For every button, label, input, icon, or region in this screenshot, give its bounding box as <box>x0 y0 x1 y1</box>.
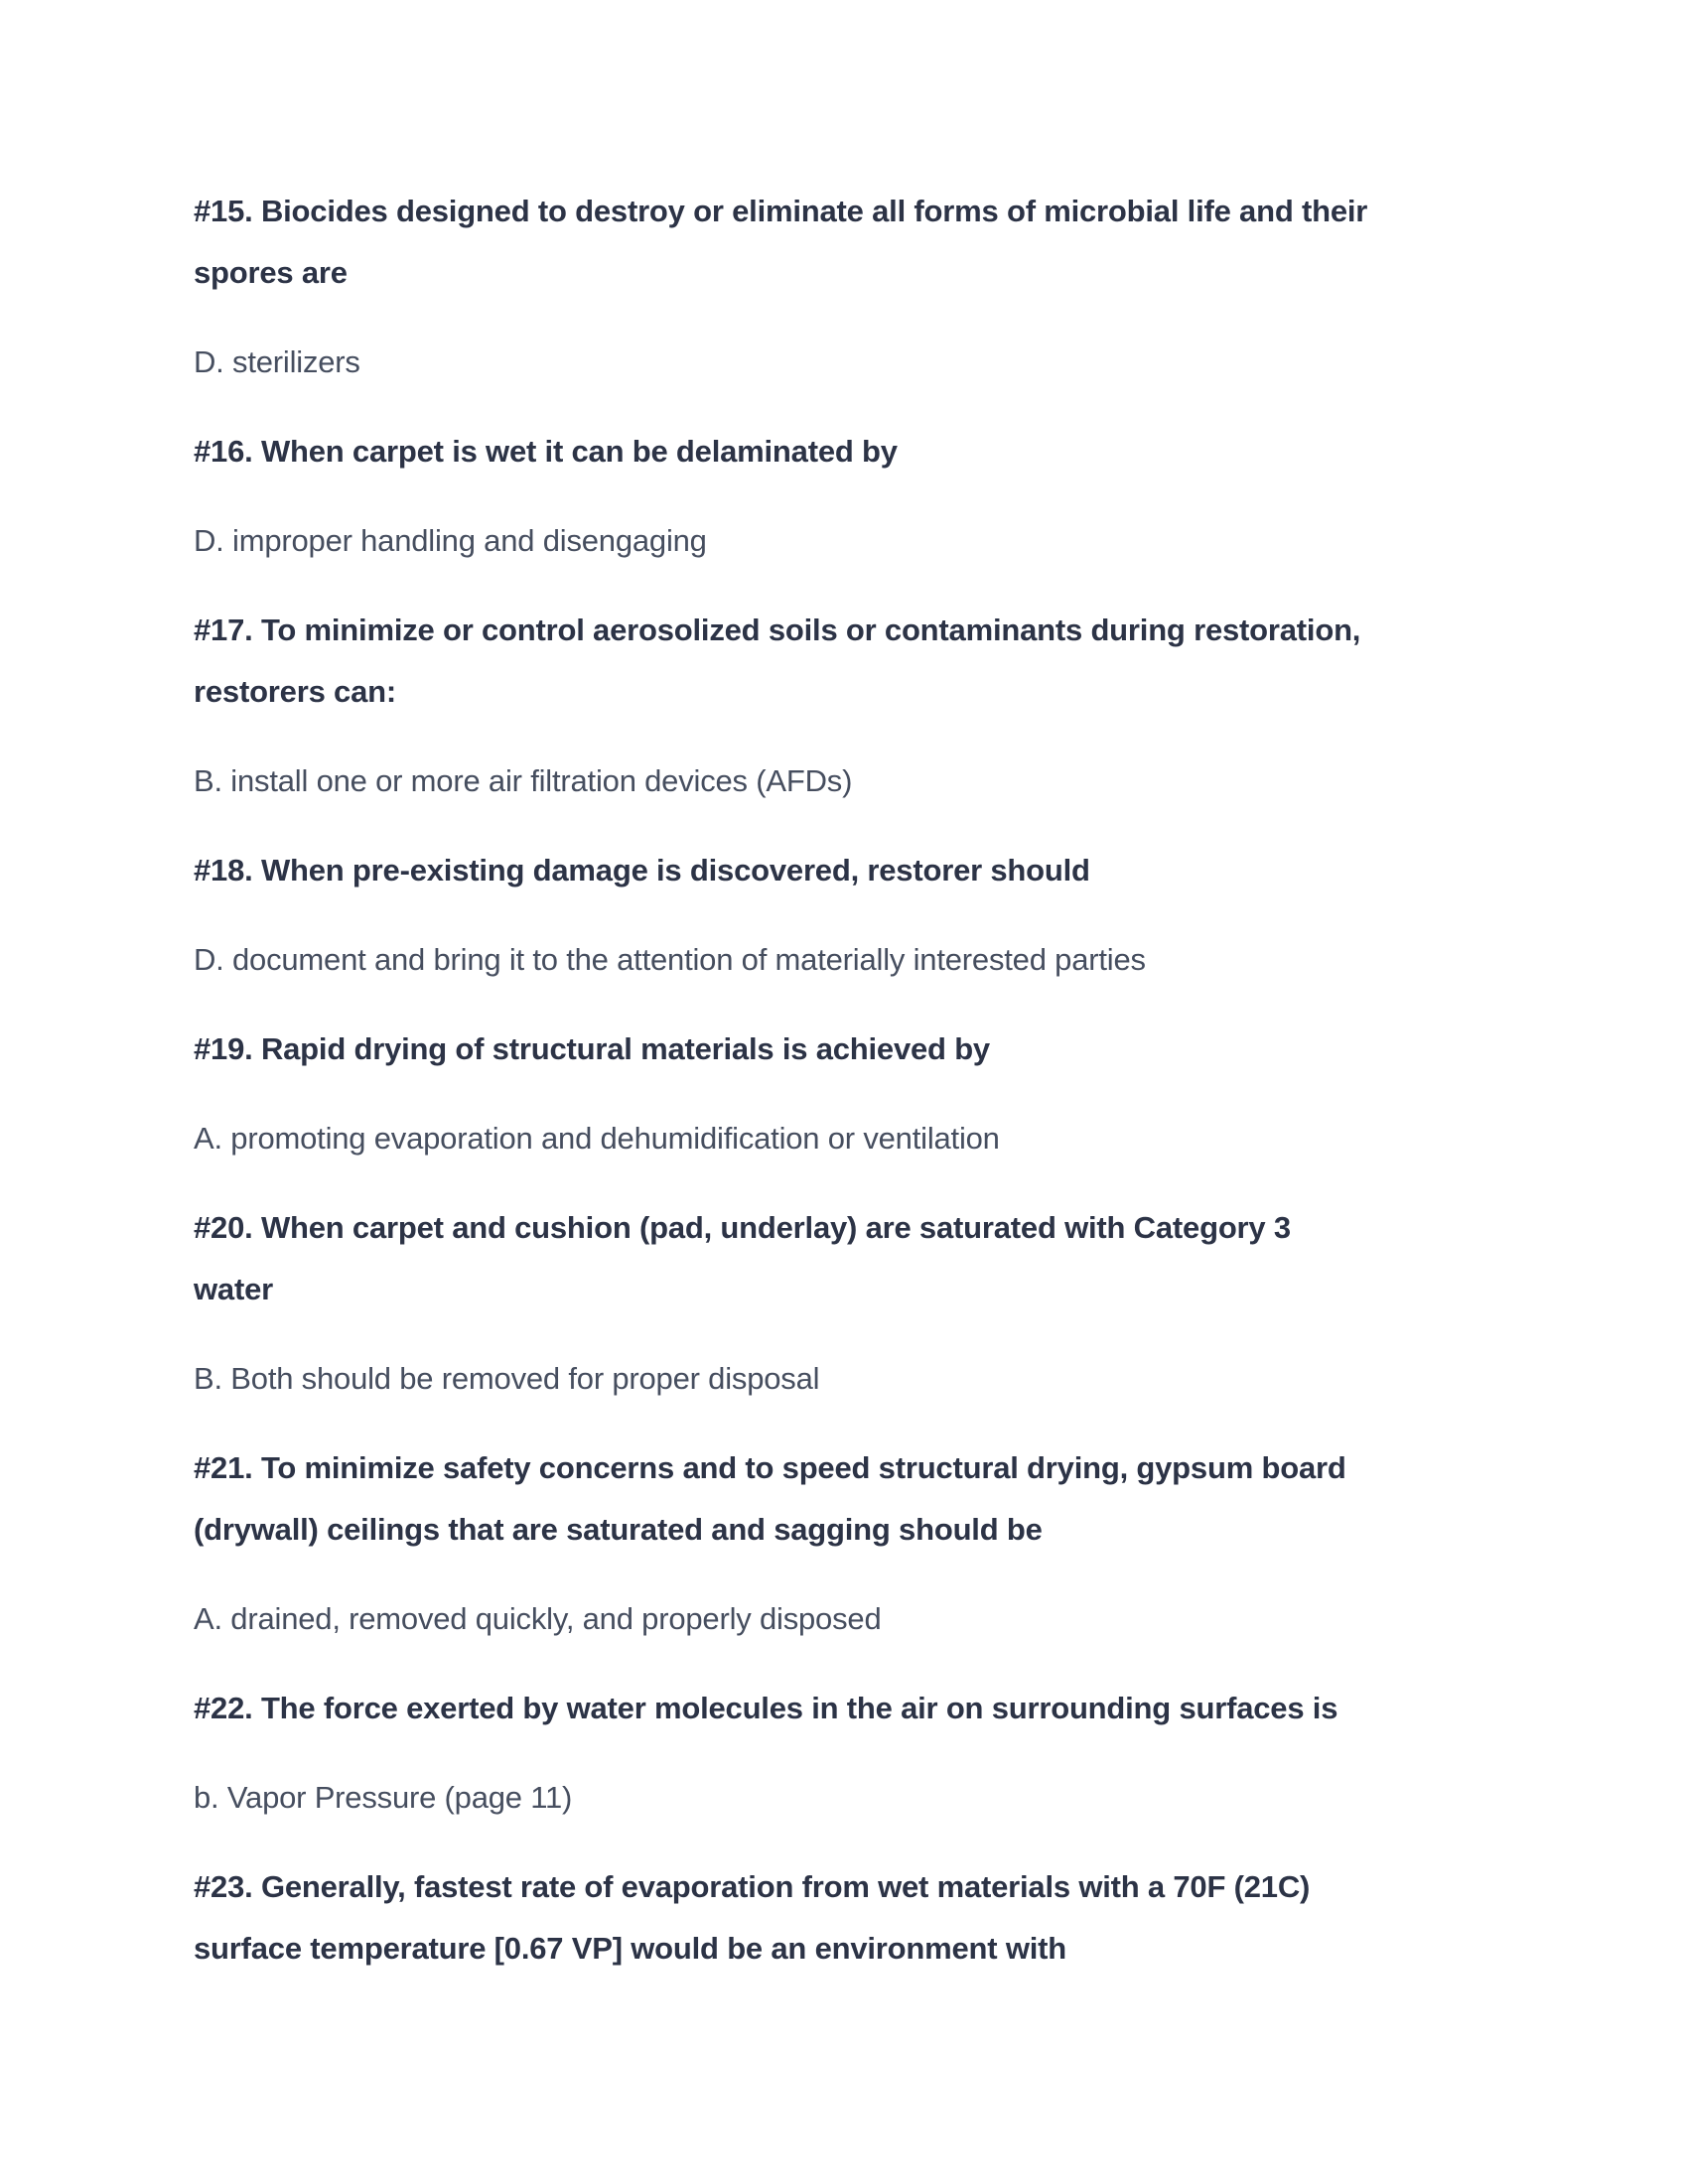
question-paragraph <box>194 600 1549 723</box>
answer-line: B. Both should be removed for proper disposal <box>194 1361 820 1396</box>
question-paragraph <box>194 1856 1549 1979</box>
question-answer-block <box>194 600 1549 812</box>
answer-paragraph <box>194 1767 1549 1829</box>
answer-paragraph <box>194 510 1549 572</box>
answer-paragraph <box>194 1108 1549 1169</box>
answer-paragraph <box>194 751 1549 812</box>
question-answer-block <box>194 1197 1549 1410</box>
question-line: water <box>194 1272 273 1306</box>
answer-paragraph <box>194 332 1549 393</box>
question-paragraph <box>194 1197 1549 1320</box>
question-line: #21. To minimize safety concerns and to speed structural drying, gypsum board <box>194 1450 1346 1485</box>
answer-line: D. document and bring it to the attention of materially interested parties <box>194 942 1146 977</box>
question-line: #19. Rapid drying of structural materials is achieved by <box>194 1031 990 1066</box>
question-paragraph <box>194 1678 1549 1739</box>
question-answer-block <box>194 1019 1549 1169</box>
question-line: #23. Generally, fastest rate of evaporation from wet materials with a 70F (21C) <box>194 1869 1311 1904</box>
question-line: #16. When carpet is wet it can be delaminated by <box>194 434 898 469</box>
answer-paragraph <box>194 929 1549 991</box>
question-paragraph <box>194 1437 1549 1561</box>
question-line: spores are <box>194 255 348 290</box>
answer-line: D. improper handling and disengaging <box>194 523 707 558</box>
answer-paragraph <box>194 1348 1549 1410</box>
answer-line: A. promoting evaporation and dehumidification or ventilation <box>194 1121 1000 1156</box>
question-paragraph <box>194 421 1549 482</box>
question-answer-block <box>194 1678 1549 1829</box>
question-paragraph <box>194 840 1549 901</box>
question-line: #18. When pre-existing damage is discovered, restorer should <box>194 853 1090 887</box>
question-answer-block <box>194 1856 1549 1979</box>
question-answer-block <box>194 840 1549 991</box>
question-answer-block <box>194 421 1549 572</box>
question-answer-block <box>194 181 1549 393</box>
question-line: restorers can: <box>194 674 396 709</box>
question-line: surface temperature [0.67 VP] would be an environment with <box>194 1931 1066 1966</box>
question-line: #15. Biocides designed to destroy or eliminate all forms of microbial life and their <box>194 194 1368 228</box>
question-paragraph <box>194 1019 1549 1080</box>
answer-paragraph <box>194 1588 1549 1650</box>
question-answer-block <box>194 1437 1549 1650</box>
answer-line: D. sterilizers <box>194 344 360 379</box>
answer-line: b. Vapor Pressure (page 11) <box>194 1780 573 1815</box>
question-paragraph <box>194 181 1549 304</box>
answer-line: B. install one or more air filtration devices (AFDs) <box>194 763 853 798</box>
question-line: #20. When carpet and cushion (pad, underlay) are saturated with Category 3 <box>194 1210 1291 1245</box>
answer-line: A. drained, removed quickly, and properly disposed <box>194 1601 882 1636</box>
qa-list <box>194 181 1549 1979</box>
question-line: (drywall) ceilings that are saturated and sagging should be <box>194 1512 1043 1547</box>
question-line: #17. To minimize or control aerosolized soils or contaminants during restoration, <box>194 613 1361 647</box>
question-line: #22. The force exerted by water molecules in the air on surrounding surfaces is <box>194 1691 1338 1725</box>
